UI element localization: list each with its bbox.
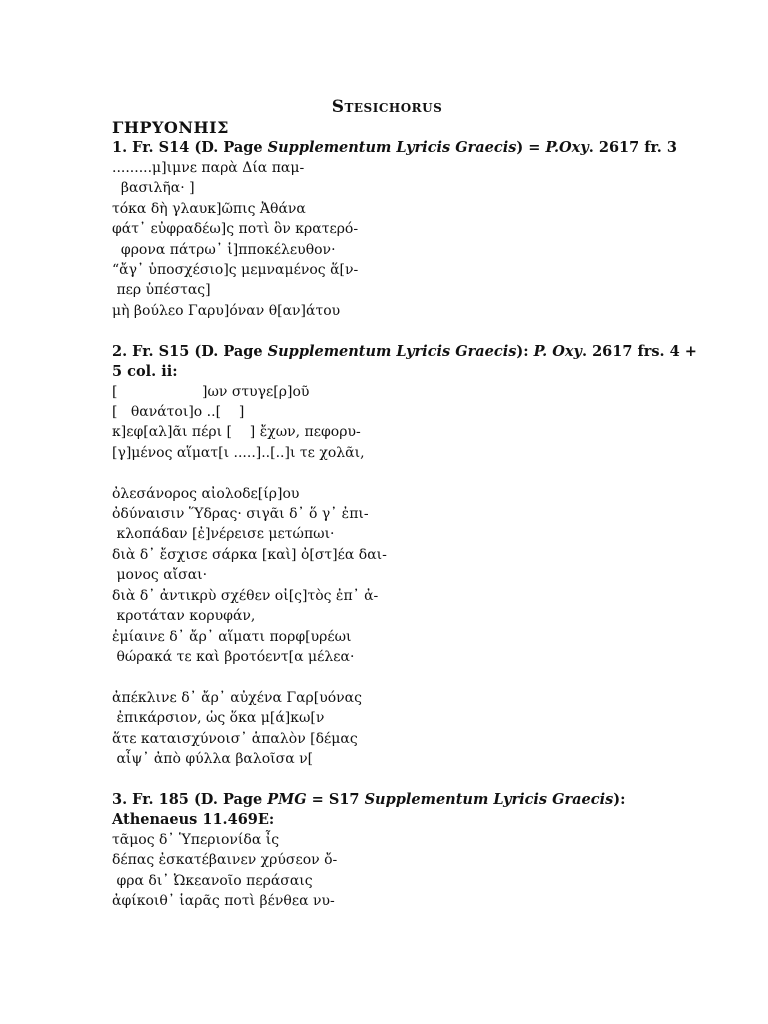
heading-text: ) = xyxy=(516,139,546,156)
fragment-section xyxy=(112,342,712,790)
verse-line: διὰ δ᾽ ἀντικρὺ σχέθεν οἰ[ς]τὸς ἐπ᾽ ἀ- xyxy=(112,587,379,604)
work-title: ΓΗΡΥΟΝΗΙΣ xyxy=(112,118,229,137)
verse-line: φρα δι᾽ Ὠκεανοῖο περάσαις xyxy=(112,872,313,889)
verse-line: φρονα πάτρω᾽ ἱ]πποκέλευθον· xyxy=(112,241,336,258)
verse-line: ἐπικάρσιον, ὡς ὅκα μ[ά]κω[ν xyxy=(112,710,325,727)
fragment-section xyxy=(112,138,712,342)
verse-line: “ἄγ᾽ ὑποσχέσιο]ς μεμναμένος ἅ[ν- xyxy=(112,262,359,279)
fragment-sections xyxy=(112,138,712,911)
verse-line: ἀφίκοιθ᾽ ἱαρᾶς ποτὶ βένθεα νυ- xyxy=(112,892,335,909)
heading-text: Supplementum Lyricis Graecis xyxy=(267,139,517,156)
fragment-heading xyxy=(112,138,712,158)
page-title: Stesichorus xyxy=(331,97,443,117)
heading-text: ): Athenaeus 11.469E: xyxy=(112,790,626,828)
heading-text: Supplementum Lyricis Graecis xyxy=(364,790,614,808)
heading-text: PMG xyxy=(267,790,307,808)
verse-line: ἀπέκλινε δ᾽ ἄρ᾽ αὐχένα Γαρ[υόνας xyxy=(112,689,362,706)
fragment-heading xyxy=(112,342,712,382)
heading-text: ): xyxy=(516,342,534,360)
verse-line: περ ὑπέστας] xyxy=(112,282,211,299)
document-page xyxy=(112,96,712,911)
verse-line: κλοπάδαν [ἐ]νέρεισε μετώπωι· xyxy=(112,526,335,543)
verse-line: διὰ δ᾽ ἔσχισε σάρκα [καὶ] ὀ[στ]έα δαι- xyxy=(112,546,387,563)
verse-line: αἶψ᾽ ἀπὸ φύλλα βαλοῖσα ν[ xyxy=(112,750,314,767)
verse-line: ὀλεσάνορος αἰολοδε[ίρ]ου xyxy=(112,485,300,502)
fragment-heading xyxy=(112,790,712,830)
verse-line: ἐμίαινε δ᾽ ἄρ᾽ αἵματι πορφ[υρέωι xyxy=(112,628,352,645)
stanza-break xyxy=(112,463,712,483)
verse-line: δέπας ἐσκατέβαινεν χρύσεον ὄ- xyxy=(112,852,338,869)
verse-line: [ ]ων στυγε[ρ]οῦ xyxy=(112,383,310,400)
verse-line: μονος αἴσαι· xyxy=(112,567,208,584)
verse-line: κροτάταν κορυφάν, xyxy=(112,608,256,625)
heading-text: Supplementum Lyricis Graecis xyxy=(267,342,517,360)
heading-text: 2. Fr. S15 (D. Page xyxy=(112,342,268,360)
verse-line: τᾶμος δ᾽ Ὑπεριονίδα ἶς xyxy=(112,831,280,848)
heading-text: P. Oxy xyxy=(533,342,582,360)
verse-line: φάτ᾽ εὐφραδέω]ς ποτὶ ὃν κρατερό- xyxy=(112,221,359,238)
heading-text: P.Oxy xyxy=(545,139,589,156)
heading-text: 3. Fr. 185 (D. Page xyxy=(112,790,268,808)
heading-text: 1. Fr. S14 (D. Page xyxy=(112,139,268,156)
fragment-section xyxy=(112,790,712,912)
verse-line: μὴ βούλεο Γαρυ]όναν θ[αν]άτου xyxy=(112,302,341,319)
stanza-break xyxy=(112,667,712,687)
verse-line: ἅτε καταισχύνοισ᾽ ἁπαλὸν [δέμας xyxy=(112,730,358,747)
verse-line: ὀδύναισιν Ὕδρας· σιγᾶι δ᾽ ὅ γ᾽ ἐπι- xyxy=(112,506,369,523)
stanza-break xyxy=(112,769,712,789)
verse-line: κ]εφ[αλ]ᾶι πέρι [ ] ἔχων, πεφορυ- xyxy=(112,424,361,441)
verse-line: [γ]μένος αἵματ[ι .....]..[..]ι τε χολᾶι, xyxy=(112,444,365,461)
verse-line: θώρακά τε καὶ βροτόεντ[α μέλεα· xyxy=(112,648,355,665)
verse-line: [ θανάτοι]ο ..[ ] xyxy=(112,404,245,421)
verse-line: .........μ]ιμνε παρὰ Δία παμ- xyxy=(112,160,305,176)
verse-line: τόκα δὴ γλαυκ]ῶπις Ἀθάνα xyxy=(112,200,306,217)
heading-text: . 2617 fr. 3 xyxy=(588,139,677,156)
heading-text: = S17 xyxy=(306,790,365,808)
heading-text: . 2617 frs. 4 + 5 col. ii: xyxy=(112,342,697,380)
section-break xyxy=(112,321,712,341)
verse-line: βασιλῆα· ] xyxy=(112,180,195,197)
